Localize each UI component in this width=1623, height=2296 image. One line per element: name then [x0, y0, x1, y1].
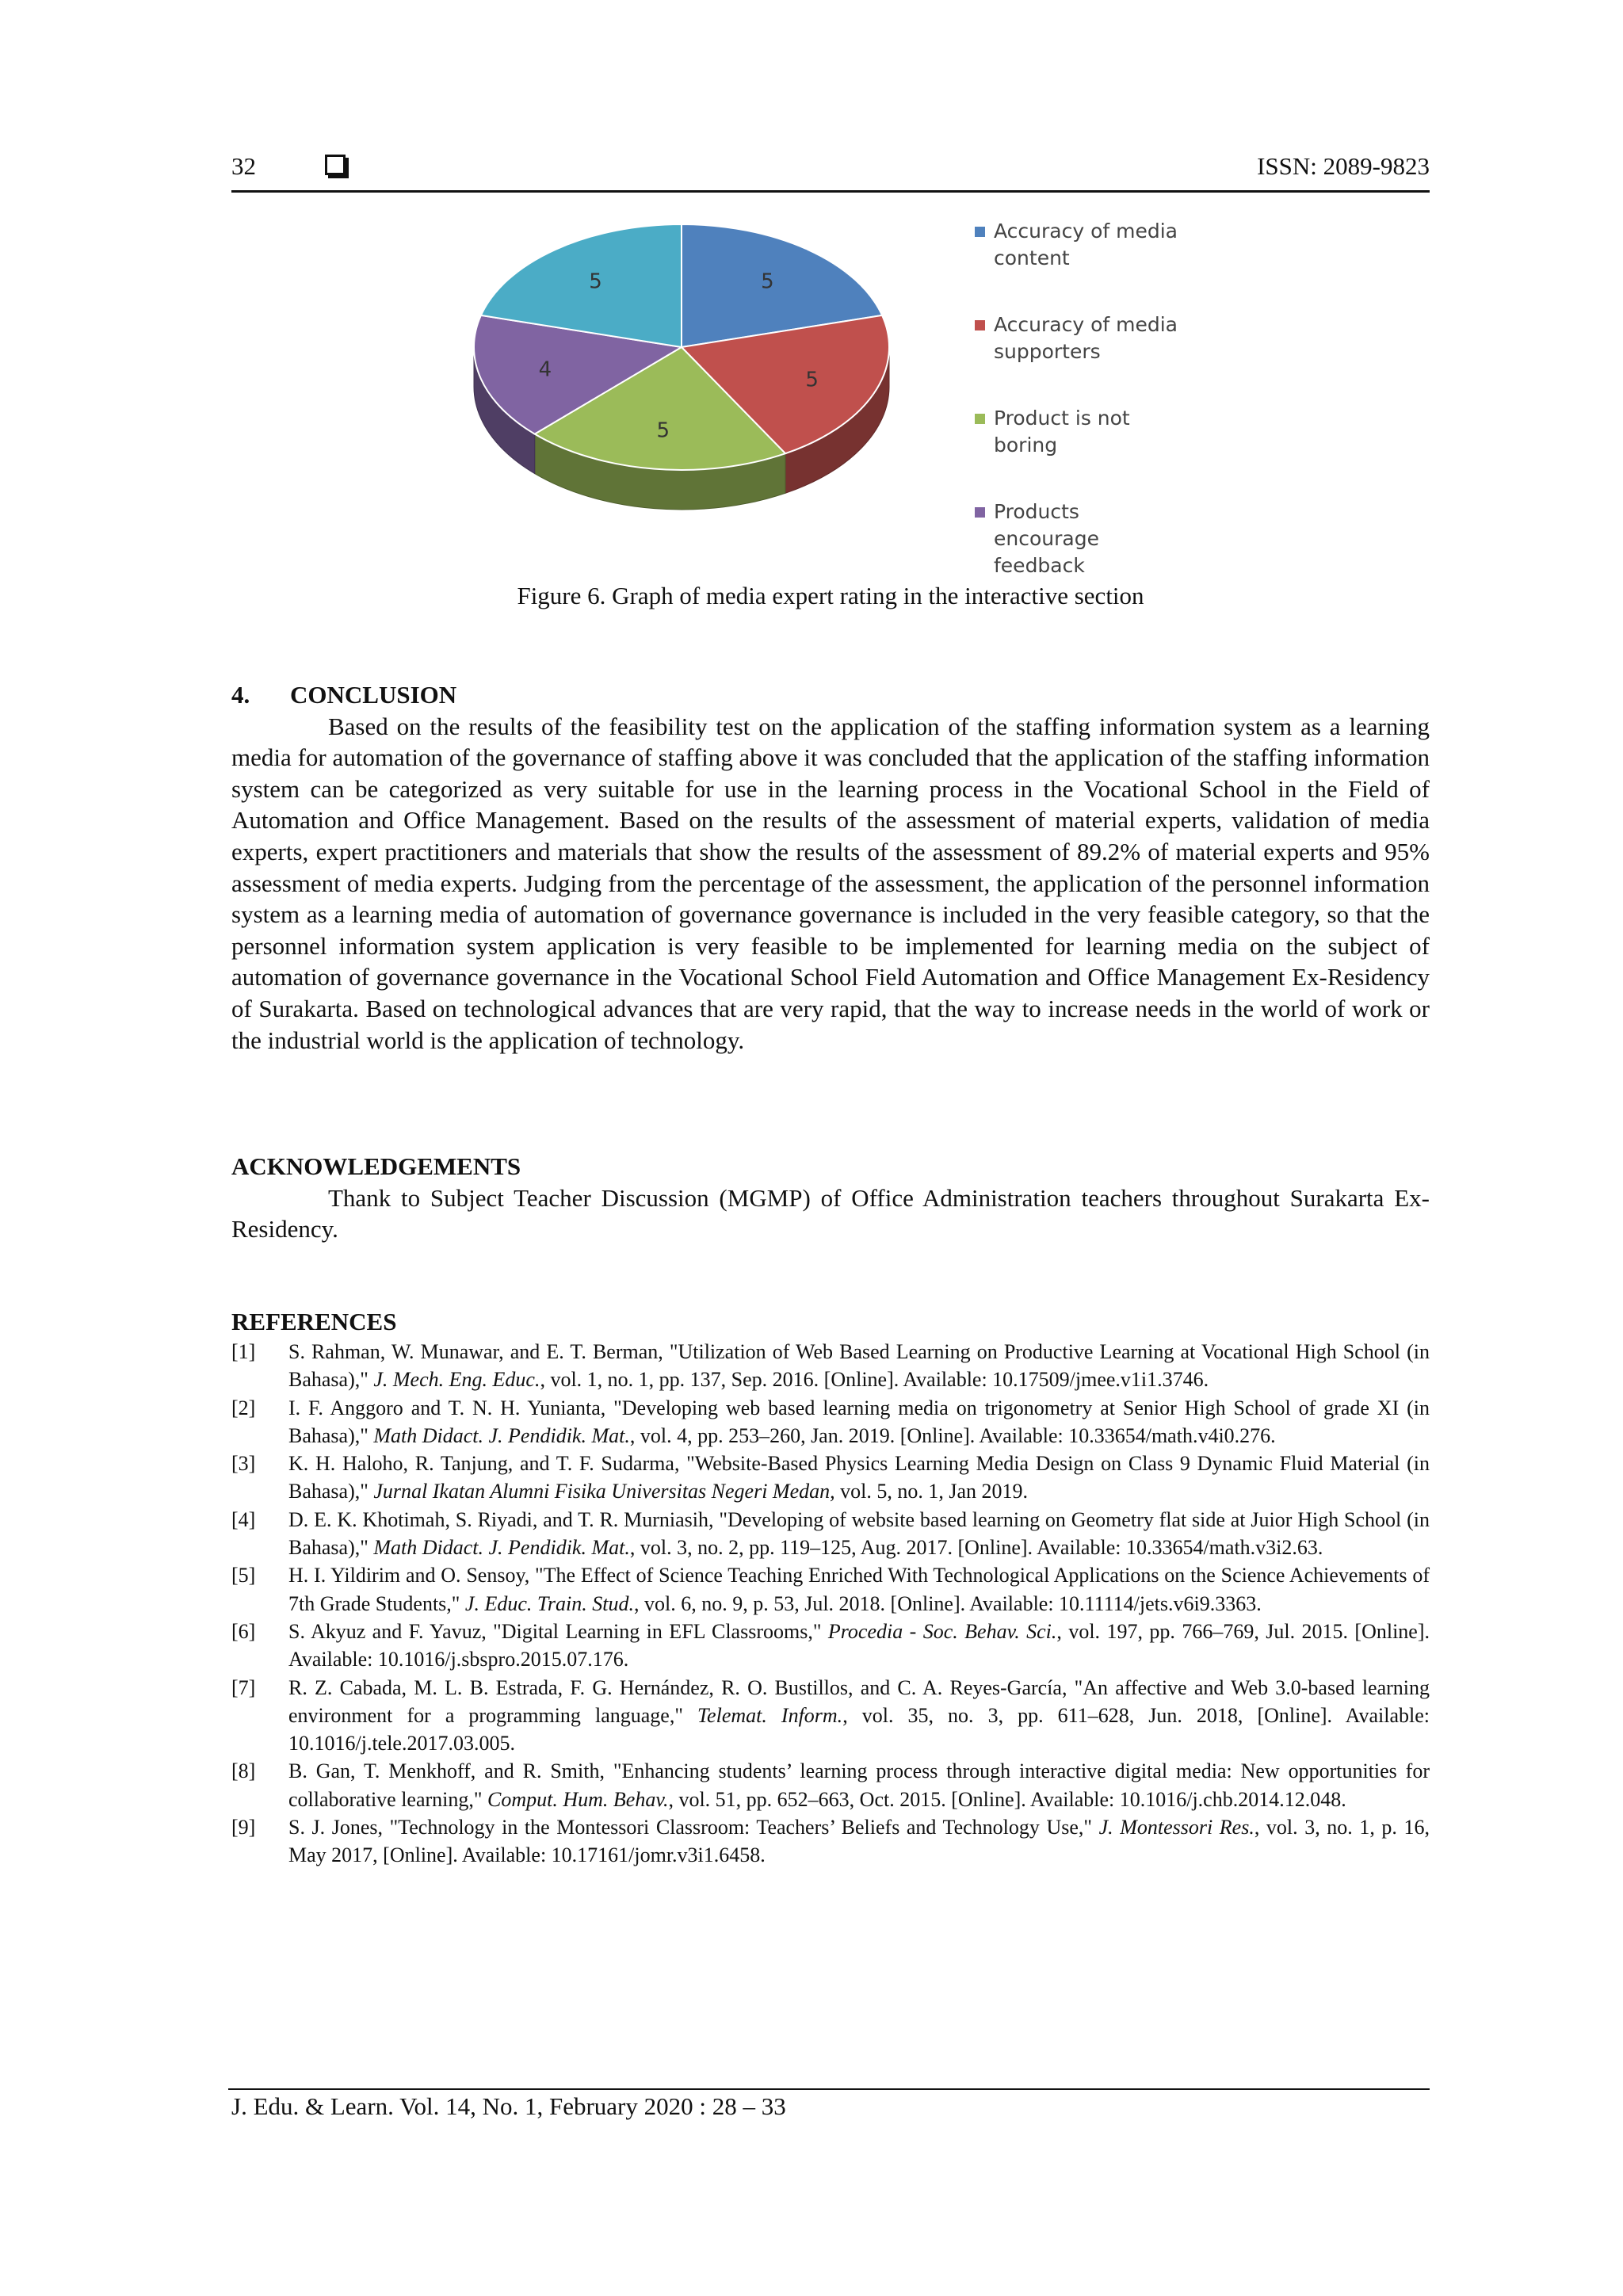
reference-journal: Procedia - Soc. Behav. Sci. — [827, 1619, 1057, 1643]
reference-text: K. H. Haloho, R. Tanjung, and T. F. Sudarma, "Website-Based Physics Learning Media Design on Class 9 Dynamic Fluid Material (in Bahasa)," — [288, 1452, 1430, 1503]
pie-chart — [444, 202, 1205, 577]
reference-journal: J. Mech. Eng. Educ. — [373, 1368, 540, 1392]
acknowledgements-heading: ACKNOWLEDGEMENTS — [231, 1152, 521, 1180]
legend-item-supporters — [975, 311, 1205, 365]
reference-text: vol. 5, no. 1, Jan 2019. — [834, 1480, 1029, 1503]
legend-item-not-boring — [975, 405, 1205, 459]
reference-item — [231, 1813, 1430, 1870]
reference-journal: Math Didact. J. Pendidik. Mat. — [373, 1536, 630, 1560]
conclusion-heading — [231, 679, 1430, 711]
reference-number: [2] — [231, 1396, 256, 1419]
references-heading-block — [231, 1306, 1430, 1338]
conclusion-paragraph: Based on the results of the feasibility test on the application of the staffing information system as a learning media for automation of the governance of staffing above it was concluded that the application of the staffing information system can be categorized as very suitable for use in the learning process in the Vocational School in the Field of Automation and Office Management. Based on the results of the assessment of material experts, validation of media experts, expert practitioners and materials that show the results of the assessment of 89.2% of material experts and 95% assessment of media experts. Judging from the percentage of the assessment, the application of the personnel information system as a learning media of automation of governance governance is included in the very feasible category, so that the personnel information system application is very feasible to be implemented for learning media on the subject of automation of governance governance in the Vocational School Field Automation and Office Management Ex-Residency of Surakarta. Based on technological advances that are very rapid, that the way to increase needs in the world of work or the industrial world is the application of technology. — [231, 712, 1430, 1054]
issn-label: ISSN: 2089-9823 — [1257, 152, 1430, 180]
pie-data-label-0: 5 — [761, 269, 774, 294]
reference-journal: Comput. Hum. Behav. — [487, 1787, 669, 1811]
reference-text: H. I. Yildirim and O. Sensoy, "The Effect of Science Teaching Enriched With Technological Applications on the Science Achievements of 7th Grade Students," — [288, 1564, 1430, 1615]
pie-data-label-4: 5 — [589, 269, 602, 294]
section-number: 4. — [231, 681, 250, 709]
reference-item — [231, 1674, 1430, 1758]
pie-data-label-3: 4 — [538, 357, 552, 382]
acknowledgements-section — [231, 1151, 1430, 1245]
reference-text: , vol. 4, pp. 253–260, Jan. 2019. [Online]. Available: 10.33654/math.v4i0.276. — [629, 1423, 1276, 1447]
reference-text: , vol. 35, no. 3, pp. 611–628, Jun. 2018, [Online]. Available: 10.1016/j.tele.2017.03.005. — [288, 1703, 1430, 1755]
reference-text: I. F. Anggoro and T. N. H. Yunianta, "Developing web based learning media on trigonometry at Senior High School of grade XI (in Bahasa)," — [288, 1396, 1430, 1447]
reference-number: [1] — [231, 1340, 256, 1363]
legend-label: Product is not boring — [994, 407, 1130, 457]
reference-text: , vol. 51, pp. 652–663, Oct. 2015. [Online]. Available: 10.1016/j.chb.2014.12.048. — [668, 1787, 1346, 1811]
reference-number: [9] — [231, 1816, 256, 1839]
legend-swatch-purple — [975, 507, 985, 518]
legend-swatch-red — [975, 320, 985, 330]
references-heading: REFERENCES — [231, 1308, 397, 1335]
conclusion-section — [231, 679, 1430, 1056]
pie-data-label-1: 5 — [805, 368, 819, 392]
legend-label: Accuracy of media content — [994, 220, 1178, 269]
section-title: CONCLUSION — [290, 681, 457, 709]
legend-swatch-blue — [975, 227, 985, 237]
reference-text: R. Z. Cabada, M. L. B. Estrada, F. G. Hernández, R. O. Bustillos, and C. A. Reyes-García, "An affective and Web 3.0-based learning environment for a programming language," — [288, 1675, 1430, 1727]
legend-label: Products encourage feedback — [994, 500, 1099, 577]
reference-item — [231, 1338, 1430, 1394]
reference-item — [231, 1450, 1430, 1506]
checkbox-square-icon — [325, 155, 346, 175]
legend-item-content — [975, 218, 1205, 272]
footer-rule — [228, 2088, 1430, 2090]
pie-data-label-2: 5 — [656, 418, 670, 443]
page-header — [231, 152, 1430, 193]
reference-text: , vol. 3, no. 1, p. 16, May 2017, [Online]. Available: 10.17161/jomr.v3i1.6458. — [288, 1816, 1430, 1867]
figure-caption: Figure 6. Graph of media expert rating in the interactive section — [517, 582, 1144, 609]
reference-number: [7] — [231, 1675, 256, 1699]
reference-journal: Telemat. Inform. — [697, 1703, 843, 1727]
reference-journal: J. Educ. Train. Stud. — [464, 1591, 634, 1615]
header-rule — [231, 190, 1430, 193]
reference-journal: Jurnal Ikatan Alumni Fisika Universitas Negeri Medan, — [373, 1480, 835, 1503]
pie-chart-svg — [444, 202, 919, 563]
reference-item — [231, 1757, 1430, 1813]
reference-text: S. Rahman, W. Munawar, and E. T. Berman, "Utilization of Web Based Learning on Productive Learning at Vocational High School (in Bahasa)," — [288, 1340, 1430, 1392]
reference-item — [231, 1618, 1430, 1674]
page-footer: J. Edu. & Learn. Vol. 14, No. 1, February 2020 : 28 – 33 — [231, 2092, 786, 2120]
reference-text: S. J. Jones, "Technology in the Montessori Classroom: Teachers’ Beliefs and Technology Use," — [288, 1816, 1099, 1839]
reference-item — [231, 1506, 1430, 1562]
reference-list — [231, 1338, 1430, 1870]
legend-item-feedback — [975, 499, 1205, 579]
legend-label: Accuracy of media supporters — [994, 313, 1178, 363]
reference-journal: Math Didact. J. Pendidik. Mat. — [373, 1423, 630, 1447]
reference-number: [3] — [231, 1452, 256, 1476]
reference-text: , vol. 6, no. 9, p. 53, Jul. 2018. [Online]. Available: 10.11114/jets.v6i9.3363. — [633, 1591, 1262, 1615]
reference-text: S. Akyuz and F. Yavuz, "Digital Learning in EFL Classrooms," — [288, 1619, 828, 1643]
reference-text: , vol. 3, no. 2, pp. 119–125, Aug. 2017. [Online]. Available: 10.33654/math.v3i2.63. — [629, 1536, 1323, 1560]
reference-text: , vol. 197, pp. 766–769, Jul. 2015. [Online]. Available: 10.1016/j.sbspro.2015.07.176. — [288, 1619, 1430, 1671]
reference-number: [4] — [231, 1507, 256, 1531]
reference-text: B. Gan, T. Menkhoff, and R. Smith, "Enhancing students’ learning process through interactive digital media: New opportunities for collaborative learning," — [288, 1759, 1430, 1811]
reference-item — [231, 1561, 1430, 1618]
reference-item — [231, 1394, 1430, 1450]
reference-number: [8] — [231, 1759, 256, 1783]
legend-swatch-green — [975, 414, 985, 424]
reference-number: [6] — [231, 1619, 256, 1643]
reference-text: D. E. K. Khotimah, S. Riyadi, and T. R. Murniasih, "Developing of website based learning on Geometry flat side at Juior High School (in Bahasa)," — [288, 1507, 1430, 1560]
reference-text: , vol. 1, no. 1, pp. 137, Sep. 2016. [Online]. Available: 10.17509/jmee.v1i1.3746. — [540, 1368, 1209, 1392]
reference-journal: J. Montessori Res. — [1098, 1816, 1254, 1839]
page-number: 32 — [231, 152, 256, 180]
acknowledgements-paragraph: Thank to Subject Teacher Discussion (MGMP) of Office Administration teachers throughout Surakarta Ex-Residency. — [231, 1183, 1430, 1244]
reference-number: [5] — [231, 1564, 256, 1587]
